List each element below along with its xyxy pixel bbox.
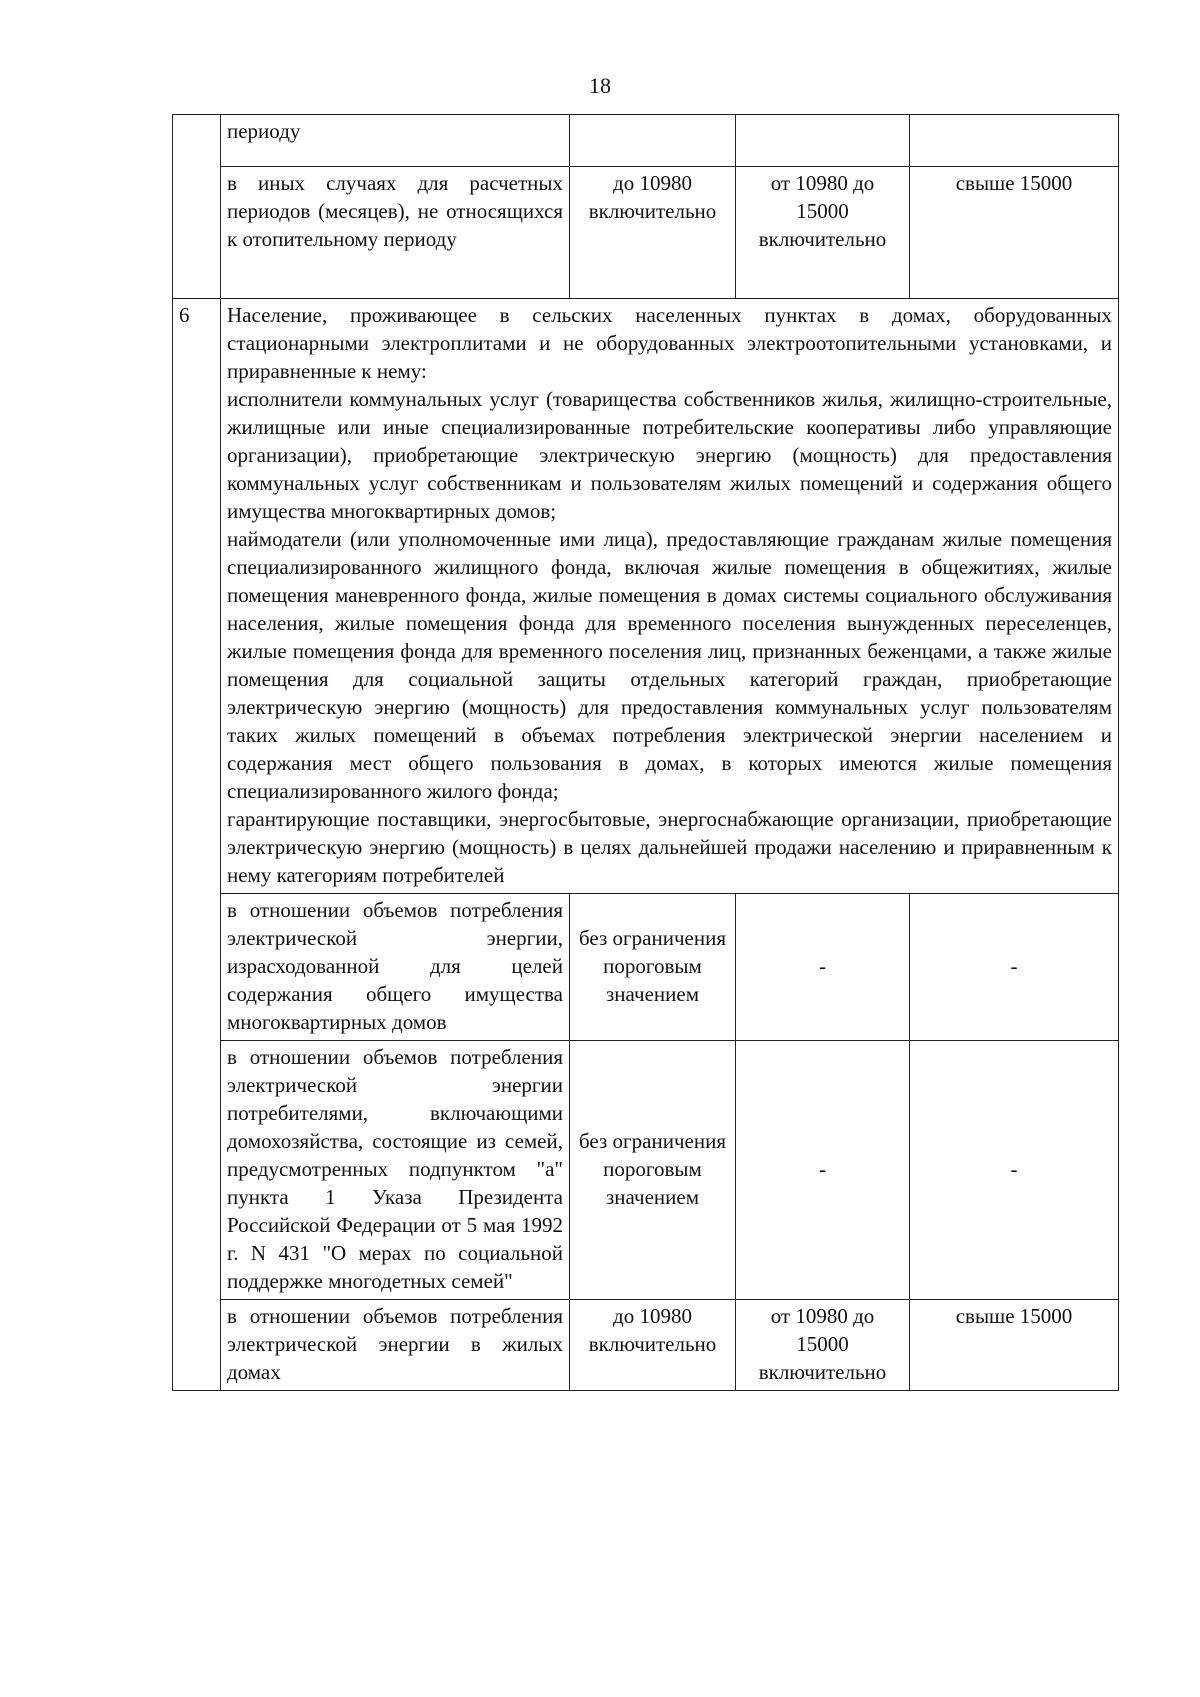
threshold-cell-3: - xyxy=(910,1041,1119,1300)
row-number-cell: 6 xyxy=(173,299,221,1391)
row-description: в отношении объемов потребления электрической энергии потребителями, включающими домохозяйства, состоящие из семей, предусмотренных подпунктом "а" пункта 1 Указа Президента Российской Федерации от 5 мая 1992 г. N 431 "О мерах по социальной поддержке многодетных семей" xyxy=(221,1041,570,1300)
threshold-cell-1: без ограничения пороговым значением xyxy=(570,1041,736,1300)
threshold-cell-3 xyxy=(910,115,1119,167)
threshold-cell-2: - xyxy=(736,1041,910,1300)
row-description: периоду xyxy=(221,115,570,167)
group-paragraph: исполнители коммунальных услуг (товарищества собственников жилья, жилищно-строительные, жилищные или иные специализированные потребительские кооперативы либо управляющие организации), приобретающие электрическую энергию (мощность) для предоставления коммунальных услуг собственникам и пользователям жилых помещений и содержания общего имущества многоквартирных домов; xyxy=(227,387,1112,523)
table-row xyxy=(173,894,1119,1041)
threshold-cell-2: от 10980 до 15000 включительно xyxy=(736,167,910,299)
tariff-table xyxy=(172,114,1119,1391)
group-description xyxy=(221,299,1119,894)
threshold-cell-3: свыше 15000 xyxy=(910,1300,1119,1391)
group-paragraph: Население, проживающее в сельских населенных пунктах в домах, оборудованных стационарными электроплитами и не оборудованных электроотопительными установками, и приравненные к нему: xyxy=(227,303,1112,383)
page-number: 18 xyxy=(589,73,611,98)
table-row xyxy=(173,167,1119,299)
threshold-cell-1: до 10980 включительно xyxy=(570,167,736,299)
row-number-cell xyxy=(173,115,221,299)
group-paragraph: наймодатели (или уполномоченные ими лица), предоставляющие гражданам жилые помещения специализированного жилищного фонда, включая жилые помещения в общежитиях, жилые помещения маневренного фонда, жилые помещения в домах системы социального обслуживания населения, жилые помещения фонда для временного поселения вынужденных переселенцев, жилые помещения фонда для временного поселения лиц, признанных беженцами, а также жилые помещения для социальной защиты отдельных категорий граждан, приобретающие электрическую энергию (мощность) для предоставления коммунальных услуг пользователям таких жилых помещений в объемах потребления электрической энергии населением и содержания мест общего пользования в домах, в которых имеются жилые помещения специализированного жилого фонда; xyxy=(227,527,1112,803)
threshold-cell-2: от 10980 до 15000 включительно xyxy=(736,1300,910,1391)
row-description: в отношении объемов потребления электрической энергии в жилых домах xyxy=(221,1300,570,1391)
table-row xyxy=(173,299,1119,894)
threshold-cell-3: свыше 15000 xyxy=(910,167,1119,299)
threshold-cell-2 xyxy=(736,115,910,167)
group-paragraph: гарантирующие поставщики, энергосбытовые, энергоснабжающие организации, приобретающие электрическую энергию (мощность) в целях дальнейшей продажи населению и приравненным к нему категориям потребителей xyxy=(227,807,1112,887)
threshold-cell-1: до 10980 включительно xyxy=(570,1300,736,1391)
threshold-cell-1: без ограничения пороговым значением xyxy=(570,894,736,1041)
table-row xyxy=(173,1300,1119,1391)
row-description: в иных случаях для расчетных периодов (месяцев), не относящихся к отопительному периоду xyxy=(221,167,570,299)
threshold-cell-2: - xyxy=(736,894,910,1041)
threshold-cell-1 xyxy=(570,115,736,167)
row-description: в отношении объемов потребления электрической энергии, израсходованной для целей содержания общего имущества многоквартирных домов xyxy=(221,894,570,1041)
threshold-cell-3: - xyxy=(910,894,1119,1041)
table-row xyxy=(173,115,1119,167)
table-row xyxy=(173,1041,1119,1300)
